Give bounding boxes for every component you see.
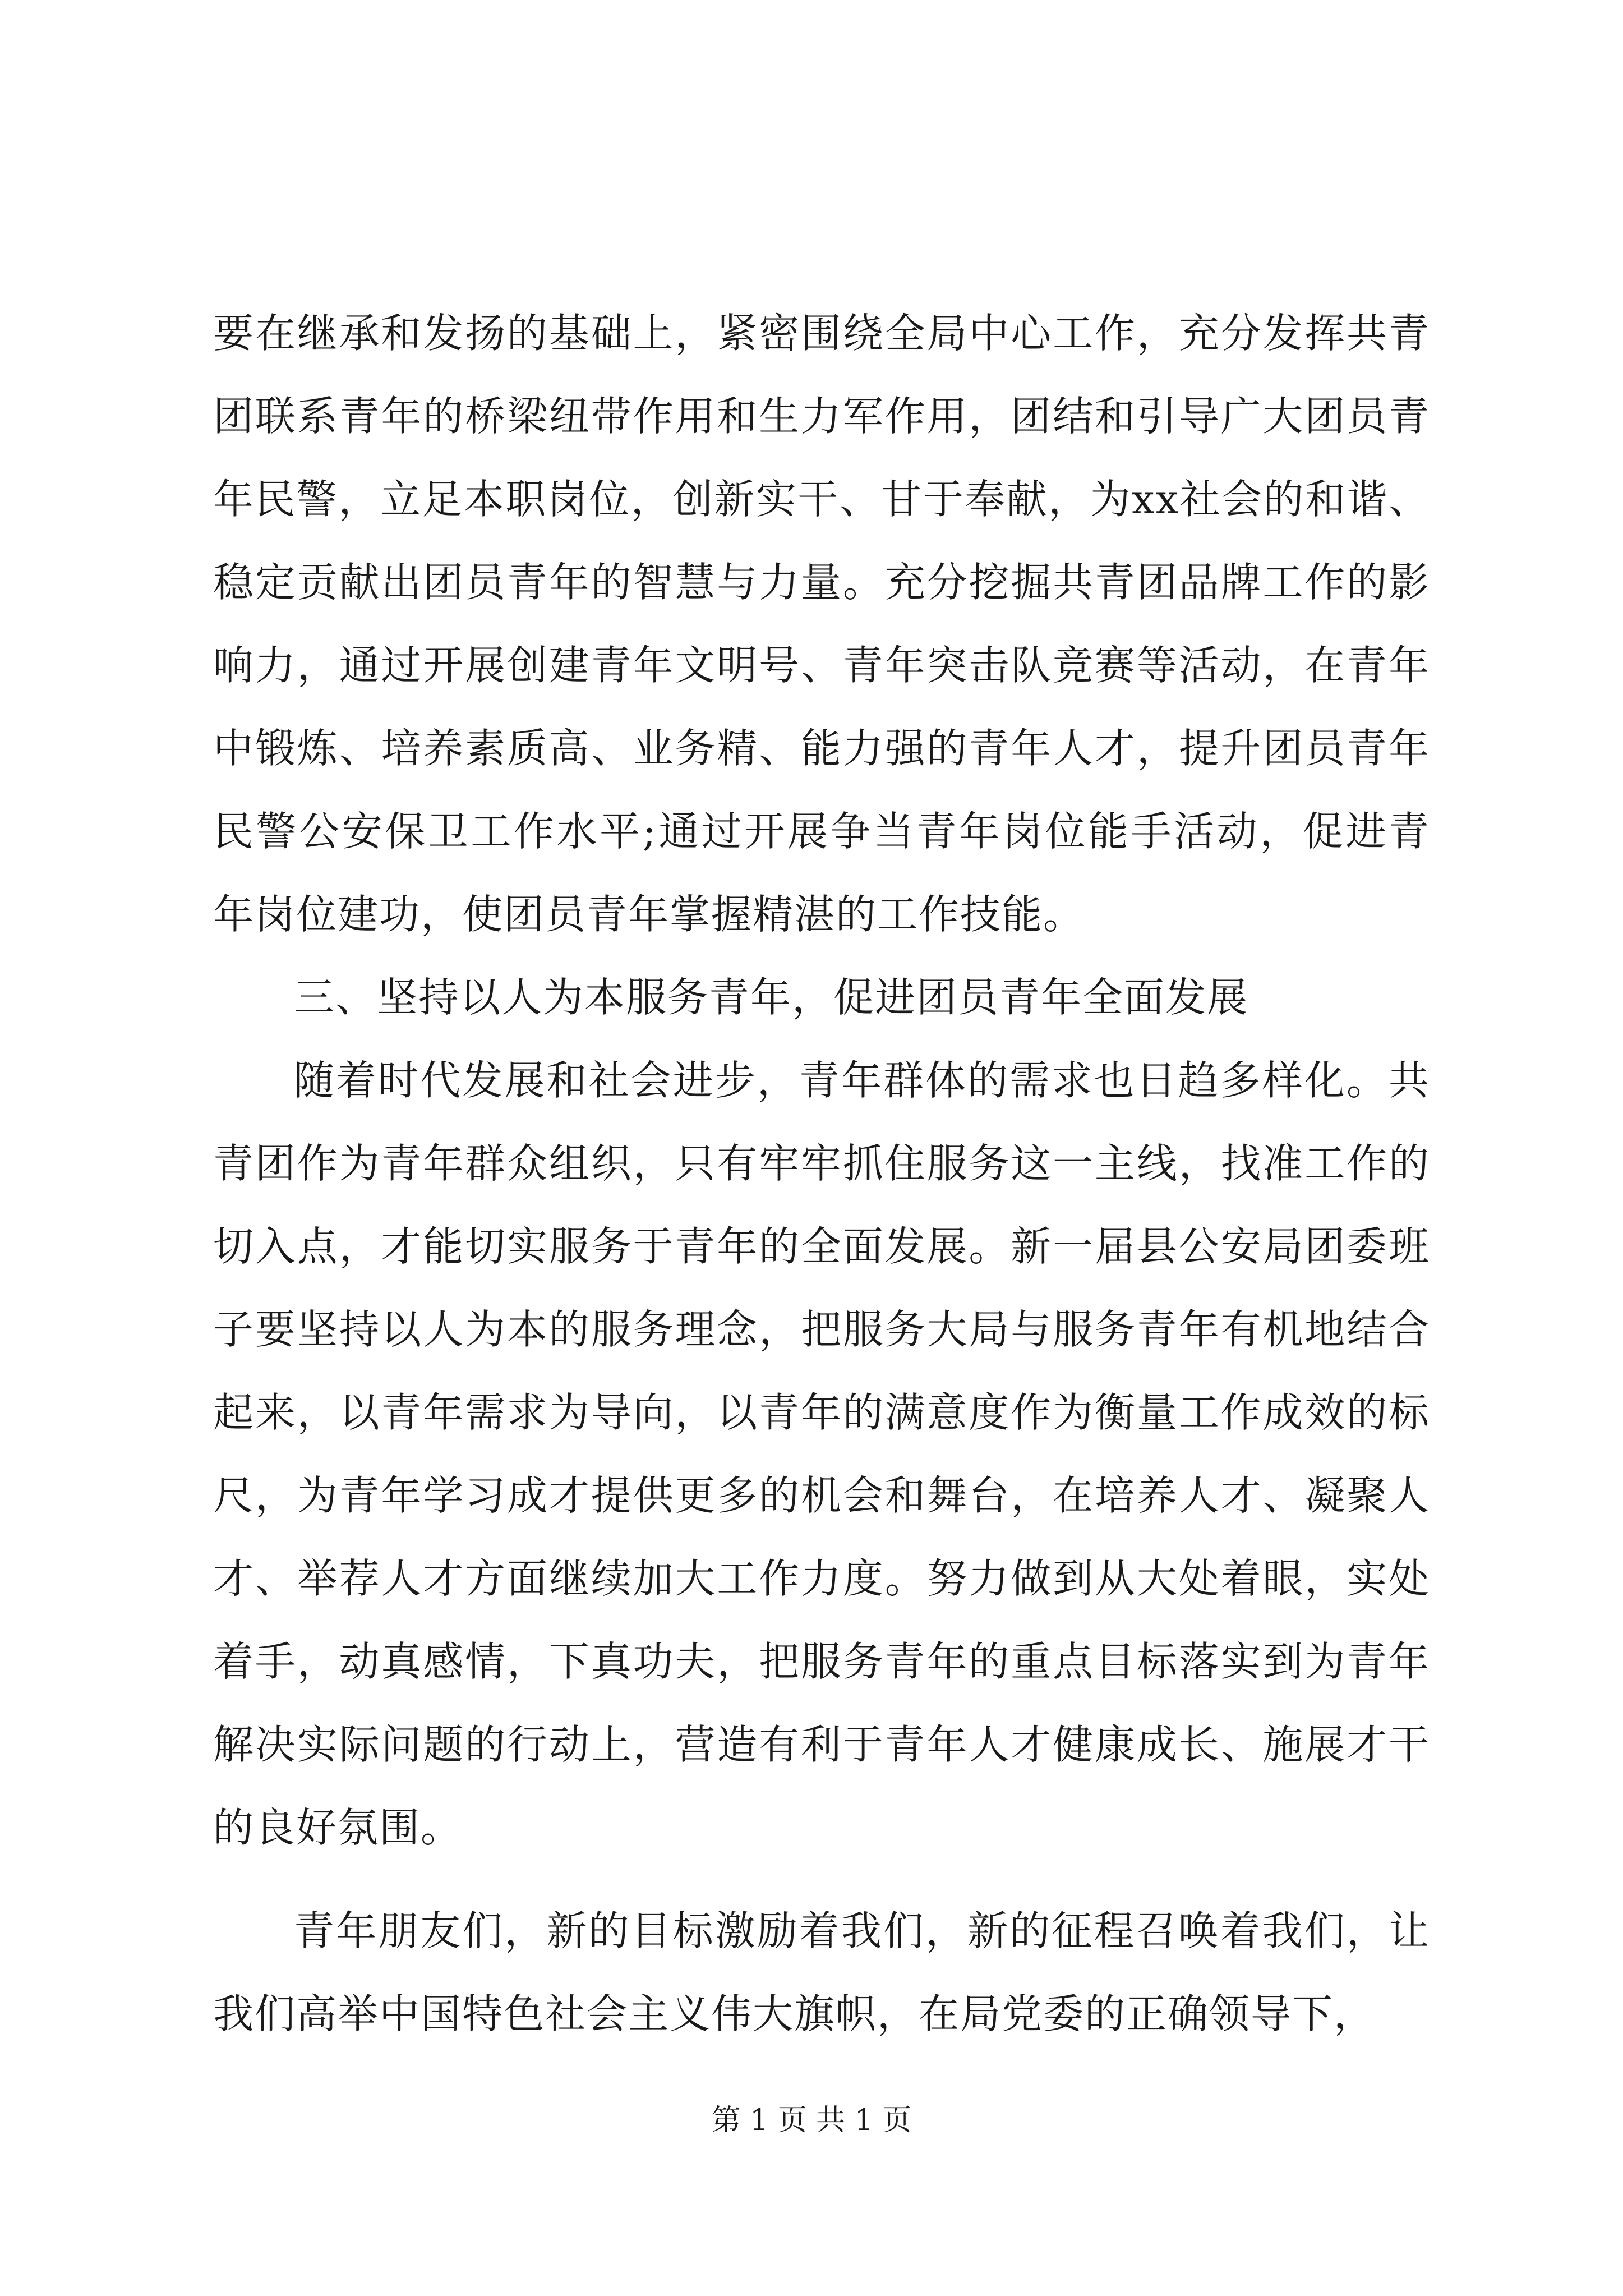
- paragraph-closing: 青年朋友们，新的目标激励着我们，新的征程召唤着我们，让我们高举中国特色社会主义伟大旗帜，在局党委的正确领导下，: [213, 1907, 1430, 2037]
- page-footer: 第 1 页 共 1 页: [711, 2104, 912, 2137]
- paragraph-continuation: 要在继承和发扬的基础上，紧密围绕全局中心工作，充分发挥共青团联系青年的桥梁纽带作用和生力军作用，团结和引导广大团员青年民警，立足本职岗位，创新实干、甘于奉献，为xx社会的和谐、稳定贡献出团员青年的智慧与力量。充分挖掘共青团品牌工作的影响力，通过开展创建青年文明号、青年突击队竞赛等活动，在青年中锻炼、培养素质高、业务精、能力强的青年人才，提升团员青年民警公安保卫工作水平;通过开展争当青年岗位能手活动，促进青年岗位建功，使团员青年掌握精湛的工作技能。: [213, 310, 1430, 938]
- document-body: [213, 292, 1430, 2055]
- section-heading: 三、坚持以人为本服务青年，促进团员青年全面发展: [294, 974, 1249, 1021]
- paragraph-service-youth: 随着时代发展和社会进步，青年群体的需求也日趋多样化。共青团作为青年群众组织，只有牢牢抓住服务这一主线，找准工作的切入点，才能切实服务于青年的全面发展。新一届县公安局团委班子要坚持以人为本的服务理念，把服务大局与服务青年有机地结合起来，以青年需求为导向，以青年的满意度作为衡量工作成效的标尺，为青年学习成才提供更多的机会和舞台，在培养人才、凝聚人才、举荐人才方面继续加大工作力度。努力做到从大处着眼，实处着手，动真感情，下真功夫，把服务青年的重点目标落实到为青年解决实际问题的行动上，营造有利于青年人才健康成长、施展才干的良好氛围。: [213, 1057, 1430, 1851]
